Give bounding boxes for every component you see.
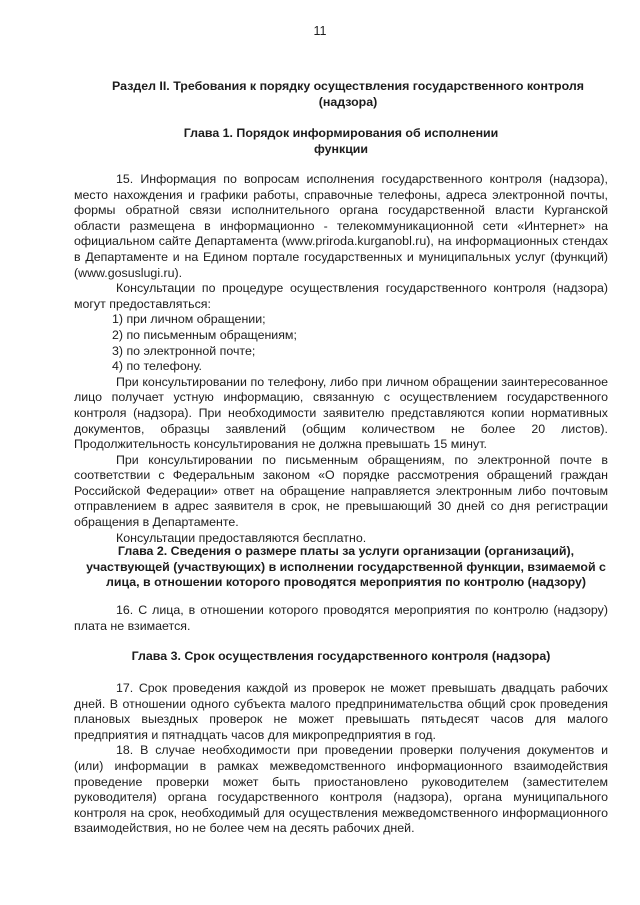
chapter2-title: Глава 2. Сведения о размере платы за услуги организации (организаций), участвующей (участвующих) в исполнении государственной функции, взимаемой с лица, в отношении которого проводятся мероприятия по контролю (надзору) bbox=[86, 544, 606, 590]
page-number: 11 bbox=[313, 24, 327, 38]
chapter3-heading-block bbox=[74, 649, 608, 665]
consult-item-3: 3) по электронной почте; bbox=[112, 343, 256, 358]
consult-item-4: 4) по телефону. bbox=[112, 359, 202, 374]
section-title: Раздел II. Требования к порядку осуществления государственного контроля (надзора) bbox=[112, 79, 584, 109]
paragraph-written-consulting: При консультировании по письменным обращениям, по электронной почте в соответствии с Федеральным законом «О порядке рассмотрения обращений граждан Российской Федерации» ответ на обращение направляется электронным либо почтовым отправлением в адрес заявителя в срок, не превышающий 30 дней со дня регистрации обращения в Департаменте. bbox=[74, 452, 608, 530]
paragraph-16: 16. С лица, в отношении которого проводятся мероприятия по контролю (надзору) плата не взимается. bbox=[74, 603, 608, 633]
paragraph-17: 17. Срок проведения каждой из проверок не может превышать двадцать рабочих дней. В отношении одного субъекта малого предпринимательства общий срок проведения плановых выездных проверок не может превышать пятьдесят часов для малого предприятия и пятнадцать часов для микропредприятия в год. bbox=[74, 681, 608, 742]
paragraph-18: 18. В случае необходимости при проведении проверки получения документов и (или) информации в рамках межведомственного информационного взаимодействия проведение проверки может быть приостановлено руководителем (заместителем руководителя) органа государственного контроля (надзора), органа муниципального контроля на срок, необходимый для осуществления межведомственного информационного взаимодействия, но не более чем на десять рабочих дней. bbox=[74, 743, 608, 836]
chapter3-body bbox=[74, 681, 608, 837]
consult-item-1: 1) при личном обращении; bbox=[112, 312, 266, 327]
paragraph-free-of-charge: Консультации предоставляются бесплатно. bbox=[116, 530, 367, 545]
consult-item-2: 2) по письменным обращениям; bbox=[112, 327, 297, 342]
chapter1-title-line2: функции bbox=[313, 141, 369, 156]
paragraph-phone-consulting: При консультировании по телефону, либо при личном обращении заинтересованное лицо получает устную информацию, связанную с осуществлением государственного контроля (надзора). При необходимости заявителю представляются копии нормативных документов, образцы заявлений (общим количеством не более 20 листов). Продолжительность консультирования не должна превышать 15 минут. bbox=[74, 374, 608, 452]
paragraph-15: 15. Информация по вопросам исполнения государственного контроля (надзора), место нахождения и графики работы, справочные телефоны, адреса электронной почты, формы обратной связи исполнительного органа государственной власти Курганской области размещена в информационно - телекоммуникационной сети «Интернет» на официальном сайте Департамента (www.priroda.kurganobl.ru), на информационных стендах в Департаменте и на Едином портале государственных и муниципальных услуг (функций) (www.gosuslugi.ru). bbox=[74, 172, 608, 280]
chapter1-body bbox=[74, 172, 608, 546]
chapter1-heading-block bbox=[74, 126, 608, 157]
paragraph-consultations: Консультации по процедуре осуществления государственного контроля (надзора) могут предоставляться: bbox=[74, 281, 608, 311]
chapter1-title-line1: Глава 1. Порядок информирования об исполнении bbox=[183, 126, 499, 140]
chapter2-heading-block bbox=[84, 544, 608, 591]
section-heading-block bbox=[88, 79, 608, 110]
chapter3-title: Глава 3. Срок осуществления государственного контроля (надзора) bbox=[131, 649, 551, 663]
chapter2-body bbox=[74, 603, 608, 634]
